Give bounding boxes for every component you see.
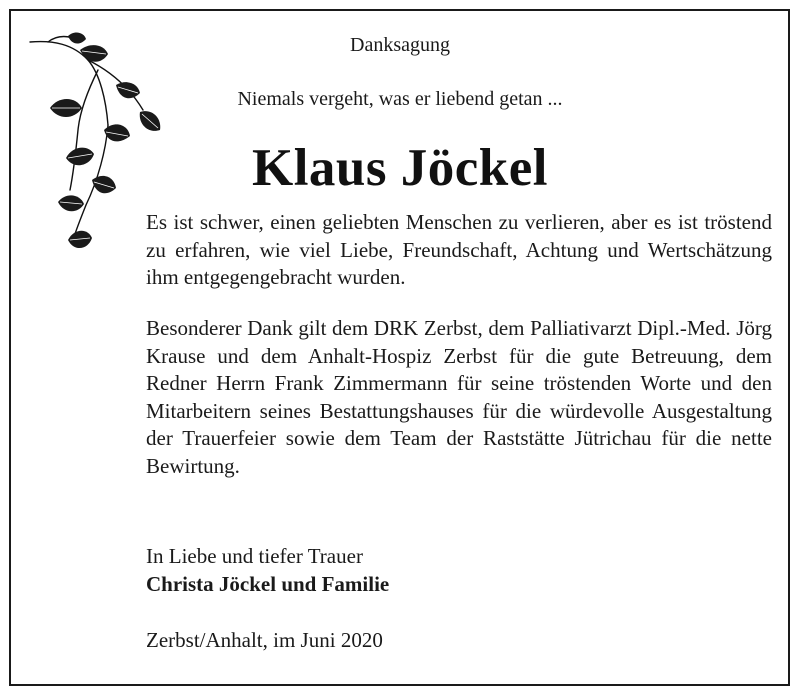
thanks-paragraph-2: Besonderer Dank gilt dem DRK Zerbst, dem Palliativarzt Dipl.-Med. Jörg Krause und dem Anhalt-Hospiz Zerbst für die gute Betreuung, dem Redner Herrn Frank Zimmermann für seine tröstenden Worte und den Mitarbeitern seines Bestattungshauses für die würdevolle Ausgestaltung der Trauerfeier sowie dem Team der Raststätte Jütrichau für die nette Bewirtung.: [146, 316, 772, 478]
deceased-name: Klaus Jöckel: [251, 139, 549, 197]
signature: Christa Jöckel und Familie: [146, 572, 390, 596]
place-date: Zerbst/Anhalt, im Juni 2020: [146, 628, 383, 652]
thanks-paragraph-1: Es ist schwer, einen geliebten Menschen zu verlieren, aber es ist tröstend zu erfahren, wie viel Liebe, Freundschaft, Achtung und Wertschätzung ihm entgegengebracht wurden.: [146, 210, 772, 289]
closing-line: In Liebe und tiefer Trauer: [146, 544, 363, 568]
notice-heading: Danksagung: [350, 34, 450, 56]
memorial-quote: Niemals vergeht, was er liebend getan ...: [237, 88, 563, 110]
